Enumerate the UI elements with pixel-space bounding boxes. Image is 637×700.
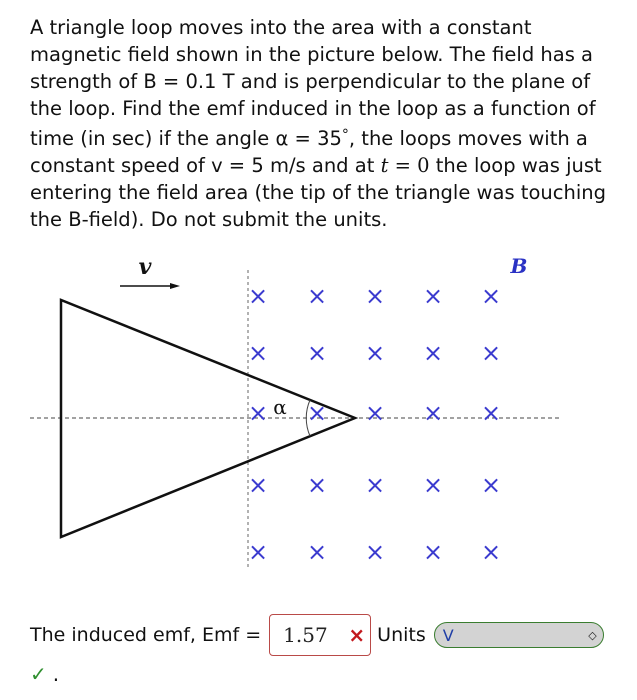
units-selected-value: V [442, 625, 454, 645]
field-cross: × [480, 538, 502, 566]
velocity-arrowhead [170, 283, 180, 289]
field-cross: × [422, 471, 444, 499]
field-cross: × [480, 399, 502, 427]
feedback-dot: . [52, 662, 60, 686]
field-cross: × [480, 339, 502, 367]
field-cross: × [480, 471, 502, 499]
field-label: B [510, 254, 528, 278]
question-part-2: , the loops moves with a constant speed of v = 5 m/s and at [30, 127, 588, 177]
units-dropdown[interactable] [434, 622, 604, 648]
field-cross: × [306, 282, 328, 310]
incorrect-icon: × [348, 623, 366, 647]
field-cross: × [247, 471, 269, 499]
field-cross: × [364, 471, 386, 499]
field-cross: × [247, 538, 269, 566]
field-cross: × [306, 399, 328, 427]
field-cross: × [480, 282, 502, 310]
select-updown-icon: ◇ [588, 628, 597, 642]
correct-check-icon: ✓ [30, 662, 47, 686]
feedback-row [30, 662, 59, 686]
field-cross: × [422, 339, 444, 367]
field-cross: × [306, 339, 328, 367]
question-text [30, 14, 625, 233]
field-cross: × [306, 538, 328, 566]
field-cross: × [364, 282, 386, 310]
units-label: Units [377, 624, 426, 646]
field-cross: × [247, 282, 269, 310]
magnetic-field-crosses [248, 282, 501, 566]
time-equals-zero: = 0 [388, 154, 430, 177]
field-cross: × [422, 399, 444, 427]
field-cross: × [364, 339, 386, 367]
field-cross: × [247, 339, 269, 367]
emf-value: 1.57 [283, 623, 328, 647]
question-part-3: the loop was just entering the field area (the tip of the triangle was touching the B-field). Do not submit the units. [30, 154, 606, 231]
field-cross: × [306, 471, 328, 499]
field-cross: × [247, 399, 269, 427]
emf-prompt: The induced emf, Emf = [30, 624, 262, 646]
angle-label: α [273, 395, 287, 419]
velocity-label: v [138, 254, 152, 280]
question-part-1: A triangle loop moves into the area with a constant magnetic field shown in the picture below. The field has a strength of B = 0.1 T and is perpendicular to the plane of the loop. Find the emf induced in the loop as a function of time (in sec) if the angle α = 35 [30, 16, 596, 150]
triangle-loop-figure [0, 240, 637, 580]
time-variable: t [380, 154, 389, 177]
answer-row [30, 612, 604, 658]
field-cross: × [364, 538, 386, 566]
degree-sign: ° [341, 127, 349, 143]
field-cross: × [422, 538, 444, 566]
field-cross: × [422, 282, 444, 310]
emf-input[interactable] [269, 614, 371, 656]
field-cross: × [364, 399, 386, 427]
